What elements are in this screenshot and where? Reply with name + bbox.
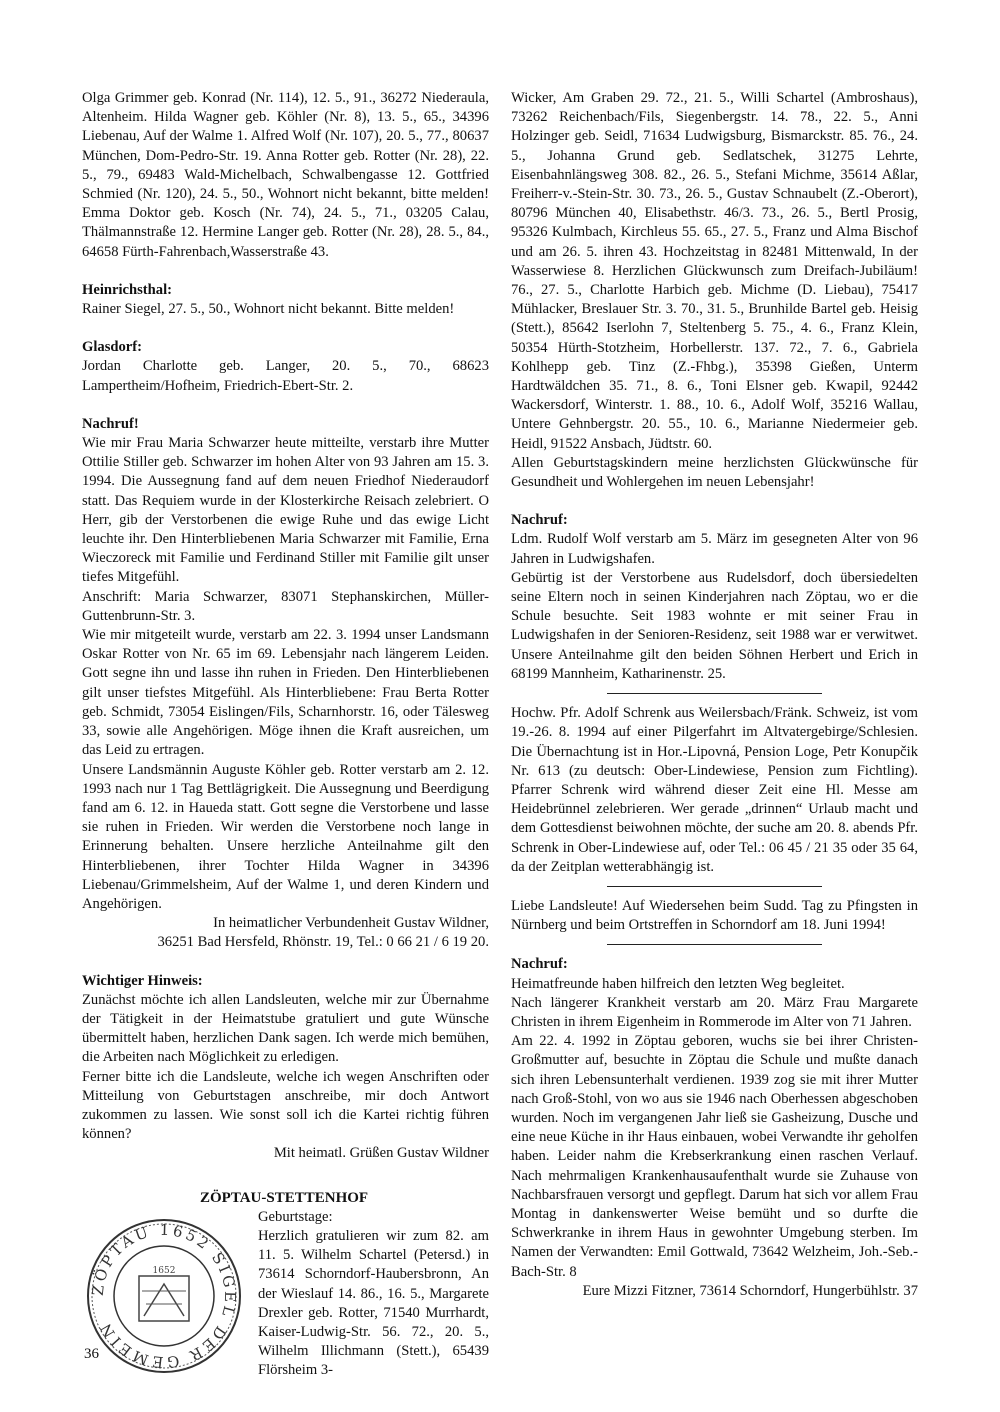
hinweis-heading: Wichtiger Hinweis: (82, 972, 203, 989)
divider (607, 886, 822, 887)
hinweis-signature: Mit heimatl. Grüßen Gustav Wildner (273, 1145, 489, 1162)
seal-lettering: ZÖPTAU 1652 SIGEL DER GEMEIN (88, 1220, 240, 1372)
nachruf-right-2-heading: Nachruf: (511, 956, 568, 973)
nachruf-left-p4: Unsere Landsmännin Auguste Köhler geb. Rotter verstarb am 2. 12. 1993 nach nur 1 Tag Bettlägrigkeit. Die Aussegnung und Beerdigung fand am 6. 12. in Haueda statt. Gott segne die Verstorbene und lasse sie ruhen in Frieden. Wir werden die Verstorbene noch lange in Erinnerung behalten. Unsere herzliche Anteilnahme gilt den Hinterbliebenen, ihrer Tochter Hilda Wagner in 34396 Liebenau/Grimmelsheim, Auf der Walme 1, und deren Kindern und Angehörigen. (82, 761, 489, 912)
nachruf-left-p2: Anschrift: Maria Schwarzer, 83071 Stephanskirchen, Müller-Guttenbrunn-Str. 3. (82, 588, 489, 624)
heinrichsthal-section (82, 281, 489, 319)
divider (607, 693, 822, 694)
nachruf-left-signature-2: 36251 Bad Hersfeld, Rhönstr. 19, Tel.: 0 66 21 / 6 19 20. (157, 934, 489, 951)
nachruf-right-2-p3: Am 22. 4. 1992 in Zöptau geboren, wuchs sie bei ihrer Christen-Großmutter auf, besuchte in Zöptau die Schule und mußte danach sich ihren Lebensunterhalt verdienen. 1939 zog sie mit ihrer Mutter nach Groß-Stohl, von wo aus sie 1946 nach Oberhessen abgeschoben wurden. Noch im vergangenen Jahr ließ sie Gasheizung, Dusche und eine neue Küche in ihr Haus einbauen, wobei Verwandte ihr geholfen haben. Leider nahm die Krebserkrankung einen raschen Verlauf. Nach mehrmaligen Krankenhausaufenthalt wurde sie Zuhause von Nachbarsfrauen versorgt und gepflegt. Darum hat sich vor allem Frau Montag in dankenswerter Weise bemüht und so durfte die Schwerkranke in ihrem Haus in gewohnter Umgebung sterben. Im Namen der Verwandten: Emil Gottwald, 73642 Welzheim, Joh.-Seb.-Bach-Str. 8 (511, 1033, 918, 1280)
village-seal-image (84, 1216, 244, 1376)
glasdorf-text: Jordan Charlotte geb. Langer, 20. 5., 70., 68623 Lampertheim/Hofheim, Friedrich-Ebert-Str. 2. (82, 358, 489, 394)
nachruf-right-2-p2: Nach längerer Krankheit verstarb am 20. März Frau Margarete Christen in ihrem Eigenheim in Rommerode im Alter von 71 Jahren. (511, 994, 918, 1030)
hinweis-section (82, 972, 489, 1164)
nachruf-right-1-p2: Gebürtig ist der Verstorbene aus Rudelsdorf, doch übersiedelten seine Eltern noch in seinen Kinderjahren nach Zöptau, wo er die Schule besuchte. Seit 1983 wohnte er mit seiner Frau in Ludwigshafen in der Senioren-Residenz, seit 1988 war er verwitwet. Unsere Anteilnahme gilt den beiden Söhnen Herbert und Erich in 68199 Mannheim, Katharinenstr. 25. (511, 569, 918, 682)
nachruf-right-1-p1: Ldm. Rudolf Wolf verstarb am 5. März im gesegneten Alter von 96 Jahren in Ludwigshafen. (511, 531, 918, 567)
stettenhof-title: ZÖPTAU-STETTENHOF (200, 1189, 369, 1206)
birthday-list-intro: Olga Grimmer geb. Konrad (Nr. 114), 12. 5., 91., 36272 Niederaula, Altenheim. Hilda Wagner geb. Köhler (Nr. 8), 13. 5., 65., 34396 Liebenau, Auf der Walme 1. Alfred Wolf (Nr. 107), 20. 5., 77., 80637 München, Dom-Pedro-Str. 19. Anna Rotter geb. Rotter (Nr. 28), 22. 5., 79., 69483 Wald-Michelbach, Schwalbengasse 12. Gottfried Schmied (Nr. 120), 24. 5., 50., Wohnort nicht bekannt, bitte melden! Emma Doktor geb. Kosch (Nr. 74), 24. 5., 71., 03205 Calau, Thälmannstraße 12. Hermine Langer geb. Rotter (Nr. 28), 28. 5., 84., 64658 Fürth-Fahrenbach,Wasserstraße 43. (82, 90, 489, 260)
stettenhof-subheading: Geburtstage: (258, 1208, 333, 1225)
nachruf-right-2-signature: Eure Mizzi Fitzner, 73614 Schorndorf, Hungerbühlstr. 37 (582, 1282, 918, 1299)
stettenhof-text: Herzlich gratulieren wir zum 82. am 11. 5. Wilhelm Schartel (Petersd.) in 73614 Schorndorf-Haubersbronn, An der Wieslauf 14. 86., 16. 5., Margarete Drexler geb. Rotter, 71540 Murrhardt, Kaiser-Ludwig-Str. 56. 72., 20. 5., Wilhelm Illichmann (Stett.), 65439 Flörsheim 3- (258, 1227, 489, 1379)
nachruf-left-p3: Wie mir mitgeteilt wurde, verstarb am 22. 3. 1994 unser Landsmann Oskar Rotter von Nr. 65 im 69. Lebensjahr nach längerem Leiden. Gott segne ihn und lasse ihn ruhen in Frieden. Den Hinterbliebenen gilt unser tiefstes Mitgefühl. Als Hinterbliebene: Frau Berta Rotter geb. Schmidt, 73054 Eislingen/Fils, Scharnhorstr. 16, oder Tälesweg 33, sowie alle Angehörigen. Möge ihnen die Kraft ausreichen, um das Leid zu ertragen. (82, 627, 489, 759)
nachruf-right-1-heading: Nachruf: (511, 512, 568, 529)
nachruf-left-section (82, 415, 489, 953)
glasdorf-section (82, 338, 489, 396)
nachruf-left-signature-1: In heimatlicher Verbundenheit Gustav Wildner, (213, 915, 489, 932)
divider (607, 944, 822, 945)
nachruf-left-heading: Nachruf! (82, 415, 139, 432)
nachruf-left-p1: Wie mir Frau Maria Schwarzer heute mitteilte, verstarb ihre Mutter Ottilie Stiller geb. Schwarzer im hohen Alter von 93 Jahren am 15. 3. 1994. Die Aussegnung fand auf dem neuen Friedhof Niederaudorf statt. Das Requiem wurde in der Klosterkirche Reisach zelebriert. O Herr, gib der Verstorbenen die ewige Ruhe und das ewige Licht leuchte ihr. Den Hinterbliebenen Maria Schwarzer mit Familie, Erna Wieczoreck mit Familie und Ferdinand Stiller mit Familie gilt unser tiefes Mitgefühl. (82, 435, 489, 586)
page-number: 36 (84, 1346, 99, 1362)
glasdorf-heading: Glasdorf: (82, 339, 142, 356)
svg-text:ZÖPTAU 1652 SIGEL DER GEMEIN (89, 1221, 239, 1372)
nachruf-right-1-section (511, 511, 918, 684)
nachruf-right-2-section (511, 955, 918, 1301)
pilgrimage-notice: Hochw. Pfr. Adolf Schrenk aus Weilersbach/Fränk. Schweiz, ist vom 19.-26. 8. 1994 auf einer Pilgerfahrt im Altvatergebirge/Schlesien. Die Übernachtung ist in Hor.-Lipovná, Pension Loge, Petr Konupčik Nr. 613 (zu deutsch: Ober-Lindewiese, Pension zum Fichtling). Pfarrer Schrenk wird während dieser Zeit eine Hl. Messe am Heidebrünnel zelebrieren. Wer gerade „drinnen“ Urlaub macht und dem Gottesdienst beiwohnen möchte, der suche am 20. 8. abends Pfr. Schrenk in Ober-Lindewiese auf, oder Tel.: 06 45 / 21 35 oder 35 64, da der Zeitplan wetterabhängig ist. (511, 705, 918, 875)
birthday-wishes: Allen Geburtstagskindern meine herzlichsten Glückwünsche für Gesundheit und Wohlergehen im neuen Lebensjahr! (511, 454, 918, 491)
left-column (82, 89, 489, 1381)
right-column (511, 89, 918, 1301)
birthday-list-continuation: Wicker, Am Graben 29. 72., 21. 5., Willi Schartel (Ambroshaus), 73262 Reichenbach/Fils, Siegenbergstr. 14. 78., 22. 5., Anni Holzinger geb. Seidl, 71634 Ludwigsburg, Bismarckstr. 85. 76., 24. 5., Johanna Grund geb. Sedlatschek, 31275 Lehrte, Eisenbahnlängsweg 308. 82., 26. 5., Stefani Michme, 35614 Aßlar, Freiherr-v.-Stein-Str. 30. 73., 26. 5., Gustav Schnaubelt (Z.-Oberort), 80796 München 40, Elisabethstr. 46/3. 73., 26. 5., Bertl Prosig, 95326 Kulmbach, Kirchleus 55. 65., 27. 5., Franz und Alma Bischof und am 26. 5. ihren 43. Hochzeitstag in 82481 Mittenwald, In der Wasserwiese 8. Herzlichen Glückwunsch zum Dreifach-Jubiläum! 76., 27. 5., Charlotte Harbich geb. Michme (D. Liebau), 75417 Mühlacker, Breslauer Str. 3. 70., 31. 5., Brunhilde Bartel geb. Heisig (Stett.), 85642 Iserlohn 7, Steltenberg 5. 75., 4. 6., Franz Klein, 50354 Hürth-Stotzheim, Horbellerstr. 137. 72., 7. 6., Gabriela Kohlhepp geb. Tinz (Z.-Fhbg.), 35398 Gießen, Unterm Hardtwäldchen 35. 71., 8. 6., Toni Elsner geb. Kwapil, 92442 Wackersdorf, Winterstr. 1. 88., 10. 6., Adolf Wolf, 35216 Wallau, Untere Gehnbergstr. 20. 55., 10. 6., Marianne Niedermeier geb. Heidl, 91522 Ansbach, Jüdtstr. 60. (511, 90, 918, 452)
hinweis-p2: Ferner bitte ich die Landsleute, welche ich wegen Anschriften oder Mitteilung von Geburtstagen anschreibe, mir doch Antwort zukommen zu lassen. Wie sonst soll ich die Kartei richtig führen können? (82, 1068, 489, 1143)
heinrichsthal-text: Rainer Siegel, 27. 5., 50., Wohnort nicht bekannt. Bitte melden! (82, 301, 455, 318)
seal-year: 1652 (152, 1265, 176, 1276)
heinrichsthal-heading: Heinrichsthal: (82, 281, 172, 298)
stettenhof-section (82, 1208, 489, 1381)
hinweis-p1: Zunächst möchte ich allen Landsleuten, welche mir zur Übernahme der Tätigkeit in der Heimatstube gratuliert und gute Wünsche übermittelt haben, herzlichen Dank sagen. Ich werde mich bemühen, die Arbeiten nach Möglichkeit zu erledigen. (82, 991, 489, 1066)
nachruf-right-2-p1: Heimatfreunde haben hilfreich den letzten Weg begleitet. (511, 975, 845, 992)
farewell-notice: Liebe Landsleute! Auf Wiedersehen beim Sudd. Tag zu Pfingsten in Nürnberg und beim Ortstreffen in Schorndorf am 18. Juni 1994! (511, 897, 918, 934)
